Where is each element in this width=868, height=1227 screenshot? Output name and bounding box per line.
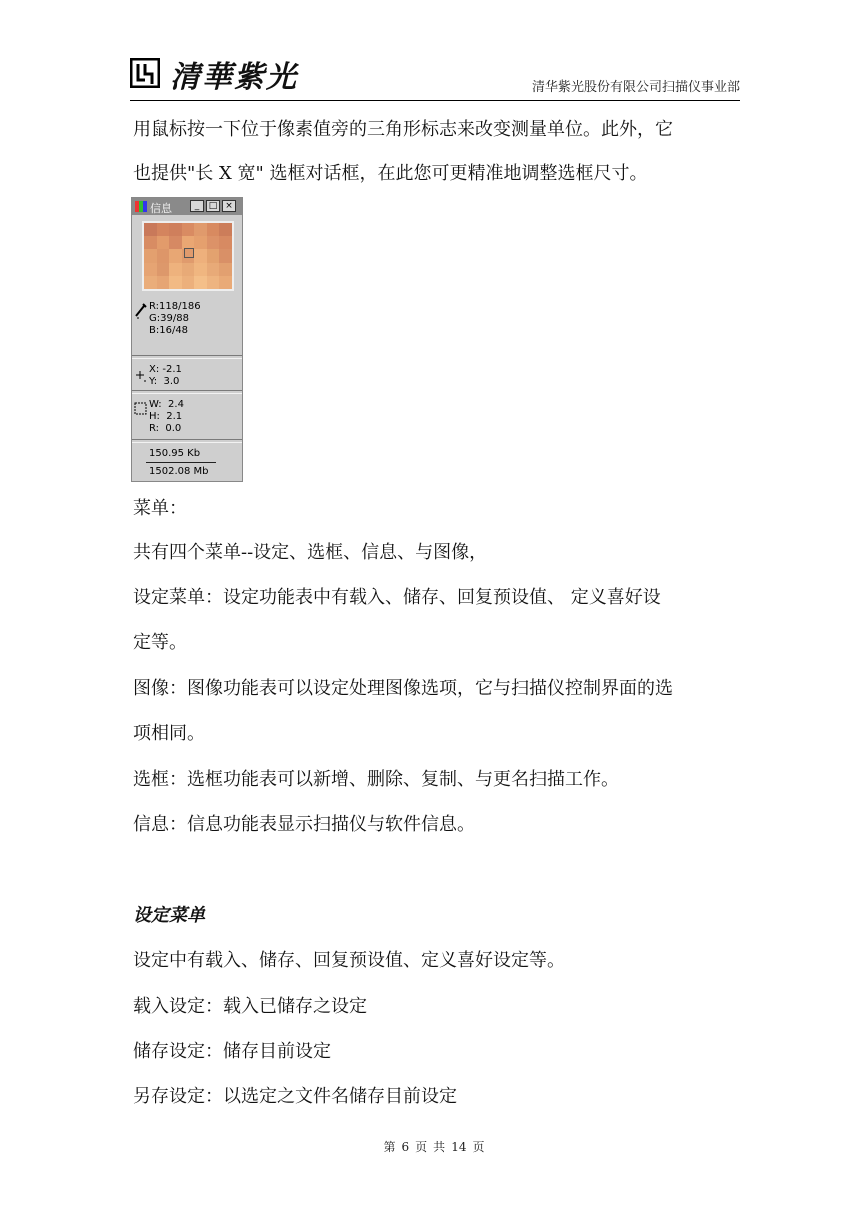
pixel-cell — [144, 236, 157, 249]
paragraph: 定等。 — [133, 632, 187, 653]
file-size: 150.95 Kb — [149, 448, 201, 459]
footer-text: 共 — [433, 1140, 446, 1154]
maximize-button[interactable]: □ — [206, 200, 220, 212]
pixel-cell — [157, 263, 170, 276]
pixel-cell — [219, 263, 232, 276]
paragraph: 另存设定：以选定之文件名储存目前设定 — [133, 1086, 457, 1107]
pixel-cell — [219, 236, 232, 249]
pixel-cell — [194, 263, 207, 276]
pixel-cell — [157, 236, 170, 249]
paragraph: 信息：信息功能表显示扫描仪与软件信息。 — [133, 814, 475, 835]
eyedropper-icon — [134, 302, 148, 320]
info-palette[interactable] — [131, 197, 243, 482]
footer-text: 页 — [415, 1140, 428, 1154]
pixel-cell — [182, 276, 195, 289]
pixel-cell — [219, 249, 232, 262]
company-name: 清华紫光股份有限公司扫描仪事业部 — [531, 80, 740, 95]
xy-readout: X: -2.1 Y: 3.0 — [149, 364, 182, 387]
pixel-cell — [219, 276, 232, 289]
pixel-cell — [144, 249, 157, 262]
pixel-cell — [169, 276, 182, 289]
footer-text: 页 — [472, 1140, 485, 1154]
paragraph: 设定菜单：设定功能表中有载入、储存、回复预设值、 定义喜好设 — [133, 587, 661, 608]
pixel-cell — [144, 263, 157, 276]
paragraph: 选框：选框功能表可以新增、删除、复制、与更名扫描工作。 — [133, 769, 619, 790]
minimize-button[interactable]: _ — [190, 200, 204, 212]
rgb-readout: R:118/186 G:39/88 B:16/48 — [149, 301, 201, 336]
paragraph: 用鼠标按一下位于像素值旁的三角形标志来改变测量单位。此外，它 — [133, 119, 673, 140]
separator — [132, 439, 242, 443]
pixel-cell — [169, 263, 182, 276]
pixel-cell — [157, 223, 170, 236]
marquee-size-icon — [134, 402, 148, 416]
page-footer — [0, 1138, 868, 1155]
paragraph: 菜单： — [133, 498, 187, 519]
pixel-cell — [207, 223, 220, 236]
pixel-cell — [157, 276, 170, 289]
pixel-cell — [144, 223, 157, 236]
paragraph: 也提供"长 X 宽" 选框对话框，在此您可更精准地调整选框尺寸。 — [133, 163, 648, 184]
pixel-cell — [169, 236, 182, 249]
pixel-selection-box — [184, 248, 194, 258]
paragraph: 图像：图像功能表可以设定处理图像选项，它与扫描仪控制界面的选 — [133, 678, 673, 699]
pixel-cell — [144, 276, 157, 289]
paragraph: 储存设定：储存目前设定 — [133, 1041, 331, 1062]
palette-title: 信息 — [150, 202, 172, 215]
pixel-cell — [182, 223, 195, 236]
pixel-cell — [157, 249, 170, 262]
company-logo-icon — [130, 58, 160, 88]
pixel-cell — [207, 263, 220, 276]
crosshair-icon — [134, 368, 148, 384]
separator — [132, 355, 242, 359]
pixel-cell — [219, 223, 232, 236]
footer-text: 第 — [383, 1140, 396, 1154]
separator — [132, 390, 242, 394]
pixel-cell — [194, 276, 207, 289]
pixel-cell — [194, 223, 207, 236]
pixel-cell — [207, 236, 220, 249]
disk-space: 1502.08 Mb — [149, 466, 209, 477]
pixel-cell — [207, 249, 220, 262]
pixel-cell — [169, 249, 182, 262]
pixel-cell — [207, 276, 220, 289]
total-pages: 14 — [451, 1140, 467, 1154]
section-heading: 设定菜单 — [133, 905, 205, 926]
paragraph: 载入设定：载入已储存之设定 — [133, 996, 367, 1017]
company-logo-text: 清華紫光 — [170, 60, 298, 95]
pixel-cell — [194, 249, 207, 262]
rgb-bars-icon — [135, 201, 147, 212]
page-header — [130, 52, 740, 101]
paragraph: 项相同。 — [133, 723, 205, 744]
pixel-cell — [169, 223, 182, 236]
page-number: 6 — [401, 1140, 410, 1154]
close-button[interactable]: × — [222, 200, 236, 212]
paragraph: 共有四个菜单--设定、选框、信息、与图像， — [133, 542, 488, 563]
pixel-cell — [194, 236, 207, 249]
palette-titlebar[interactable] — [132, 198, 242, 215]
pixel-cell — [182, 263, 195, 276]
size-readout: W: 2.4 H: 2.1 R: 0.0 — [149, 399, 184, 434]
paragraph: 设定中有载入、储存、回复预设值、定义喜好设定等。 — [133, 950, 565, 971]
divider-line — [146, 462, 216, 463]
